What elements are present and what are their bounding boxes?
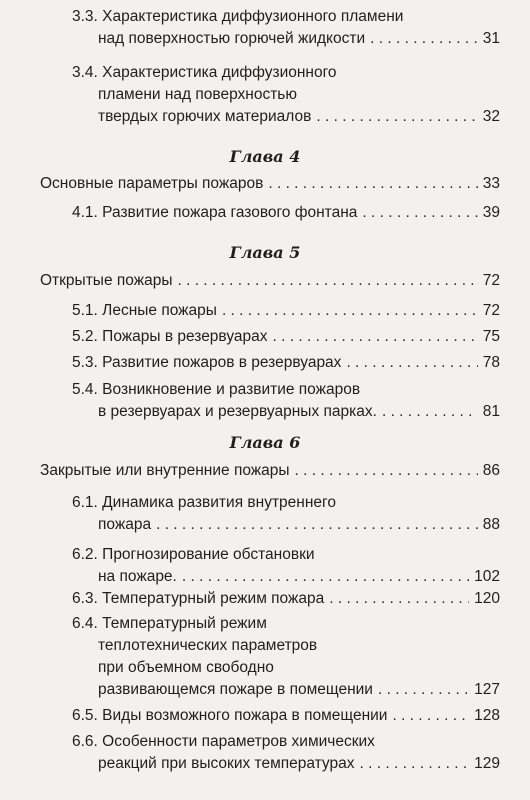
entry-title-line: Особенности параметров химических [102, 733, 375, 750]
entry-number: 5.4. [72, 381, 98, 398]
chapter-title: Открытые пожары [40, 272, 173, 289]
chapter-heading: Глава 6 [229, 433, 301, 452]
toc-entry-5-2 [72, 326, 500, 348]
entry-number: 6.6. [72, 733, 98, 750]
toc-entry-6-3 [72, 588, 500, 610]
dot-leader [392, 705, 469, 727]
toc-entry-4-1 [72, 202, 500, 224]
toc-entry-5-4 [72, 379, 500, 423]
chapter-heading: Глава 5 [229, 243, 301, 262]
dot-leader [177, 270, 477, 292]
entry-page-number: 39 [482, 204, 500, 221]
entry-title-line: твердых горючих материалов [98, 108, 312, 125]
entry-page-number: 81 [482, 403, 500, 420]
dot-leader [182, 566, 469, 588]
entry-title-line: на пожаре. [98, 568, 177, 585]
toc-entry-5-3 [72, 352, 500, 374]
dot-leader [360, 753, 470, 775]
entry-page-number: 78 [482, 354, 500, 371]
entry-title-line: над поверхностью горючей жидкости [98, 30, 366, 47]
entry-title-line: развивающемся пожаре в помещении [98, 681, 373, 698]
entry-title-line: теплотехнических параметров [98, 637, 318, 654]
entry-page-number: 72 [482, 272, 500, 289]
entry-number: 6.3. [72, 590, 98, 607]
entry-title-line: Характеристика диффузионного [102, 64, 337, 81]
entry-number: 4.1. [72, 204, 98, 221]
dot-leader [378, 679, 469, 701]
entry-title-line: Возникновение и развитие пожаров [102, 381, 361, 398]
toc-entry-6-5 [72, 705, 500, 727]
dot-leader [316, 106, 477, 128]
toc-entry-6-4 [72, 613, 500, 701]
entry-page-number: 72 [482, 302, 500, 319]
toc-entry-3-3 [72, 6, 500, 50]
chapter-title-entry [40, 270, 500, 292]
entry-page-number: 75 [482, 328, 500, 345]
toc-entry-3-4 [72, 62, 500, 128]
entry-title-line: пламени над поверхностью [98, 86, 298, 103]
dot-leader [346, 352, 477, 374]
entry-title-line: пожара [98, 516, 152, 533]
chapter-title-entry [40, 173, 500, 195]
entry-title-line: при объемном свободно [98, 659, 274, 676]
entry-page-number: 32 [482, 108, 500, 125]
entry-number: 6.1. [72, 494, 98, 511]
entry-number: 3.3. [72, 8, 98, 25]
entry-title-line: Виды возможного пожара в помещении [102, 707, 388, 724]
entry-number: 5.1. [72, 302, 98, 319]
entry-number: 6.5. [72, 707, 98, 724]
entry-page-number: 120 [474, 590, 500, 607]
entry-title-line: реакций при высоких температурах [98, 755, 355, 772]
dot-leader [329, 588, 469, 610]
entry-title-line: Развитие пожара газового фонтана [102, 204, 358, 221]
entry-page-number: 86 [482, 462, 500, 479]
toc-entry-6-2 [72, 544, 500, 588]
dot-leader [268, 173, 477, 195]
chapter-title: Закрытые или внутренние пожары [40, 462, 290, 479]
entry-page-number: 128 [474, 707, 500, 724]
dot-leader [382, 401, 478, 423]
entry-page-number: 102 [474, 568, 500, 585]
entry-page-number: 127 [474, 681, 500, 698]
toc-entry-6-1 [72, 492, 500, 536]
chapter-heading: Глава 4 [229, 147, 301, 166]
entry-number: 5.2. [72, 328, 98, 345]
dot-leader [156, 514, 478, 536]
entry-title-line: Температурный режим [102, 615, 267, 632]
entry-title-line: Прогнозирование обстановки [102, 546, 315, 563]
entry-title-line: Характеристика диффузионного пламени [102, 8, 404, 25]
entry-title-line: Развитие пожаров в резервуарах [102, 354, 342, 371]
chapter-title-entry [40, 460, 500, 482]
dot-leader [362, 202, 477, 224]
entry-page-number: 31 [482, 30, 500, 47]
dot-leader [370, 28, 478, 50]
entry-number: 3.4. [72, 64, 98, 81]
entry-title-line: Пожары в резервуарах [102, 328, 268, 345]
entry-number: 5.3. [72, 354, 98, 371]
chapter-title: Основные параметры пожаров [40, 175, 264, 192]
entry-title-line: в резервуарах и резервуарных парках. [98, 403, 377, 420]
dot-leader [273, 326, 478, 348]
dot-leader [222, 300, 478, 322]
toc-entry-6-6 [72, 731, 500, 775]
toc-entry-5-1 [72, 300, 500, 322]
entry-title-line: Температурный режим пожара [102, 590, 325, 607]
entry-title-line: Динамика развития внутреннего [102, 494, 336, 511]
entry-number: 6.4. [72, 615, 98, 632]
dot-leader [295, 460, 478, 482]
entry-page-number: 129 [474, 755, 500, 772]
entry-title-line: Лесные пожары [102, 302, 217, 319]
entry-number: 6.2. [72, 546, 98, 563]
entry-page-number: 33 [482, 175, 500, 192]
entry-page-number: 88 [482, 516, 500, 533]
